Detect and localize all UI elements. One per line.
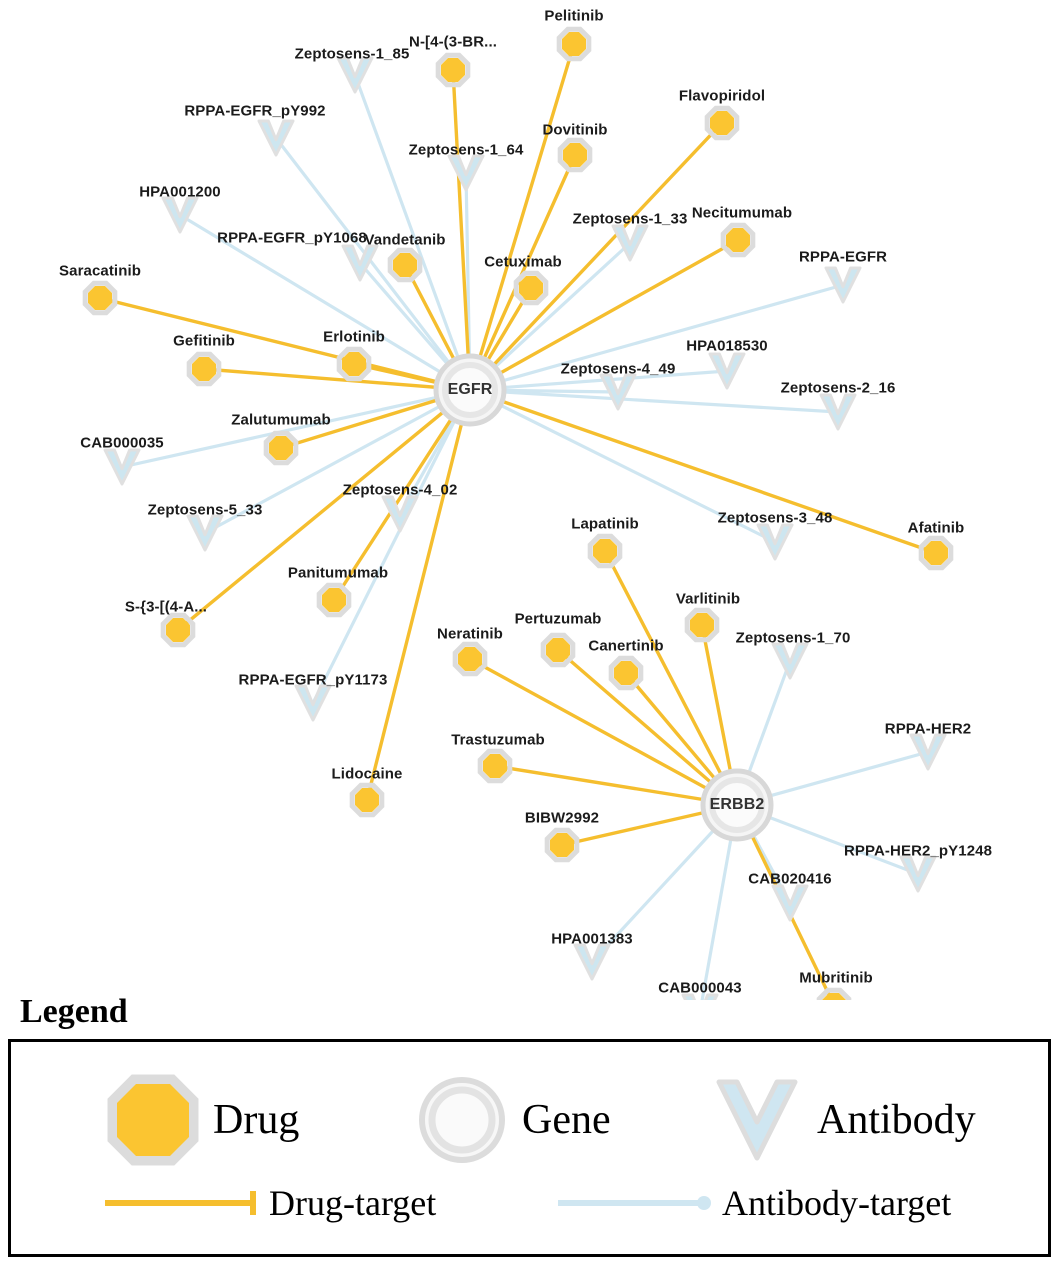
drug-node-label: Varlitinib <box>675 590 741 608</box>
drug-node-label: Panitumumab <box>287 564 389 582</box>
drug-node-label: Erlotinib <box>323 328 385 346</box>
drug-node[interactable] <box>690 613 714 637</box>
legend <box>8 993 1051 1257</box>
antibody-node[interactable] <box>911 735 945 769</box>
antibody-node-label: RPPA-HER2_pY1248 <box>843 842 993 860</box>
antibody-node-label: RPPA-EGFR <box>798 248 888 266</box>
drug-node-label: Afatinib <box>907 519 965 537</box>
drug-node[interactable] <box>458 647 482 671</box>
drug-node-label: Dovitinib <box>542 121 608 139</box>
drug-node[interactable] <box>166 618 190 642</box>
antibody-node-label: HPA001200 <box>139 183 221 201</box>
drug-node-label: S-{3-[(4-A... <box>124 598 208 616</box>
legend-item-antibody-target <box>556 1182 951 1224</box>
legend-label-drug-target: Drug-target <box>269 1183 437 1223</box>
antibody-node-label: Zeptosens-1_85 <box>294 45 410 63</box>
antibody-node-label: HPA001383 <box>551 930 633 948</box>
legend-label-gene: Gene <box>522 1097 611 1143</box>
legend-item-drug-target <box>103 1182 436 1224</box>
antibody-node-label: CAB000043 <box>658 979 742 997</box>
antibody-node[interactable] <box>575 945 609 979</box>
drug-node[interactable] <box>342 352 366 376</box>
antibody-node-label: RPPA-HER2 <box>884 720 972 738</box>
drug-icon <box>107 1074 199 1166</box>
gene-node-label: EGFR <box>447 381 493 398</box>
drug-node-label: Lapatinib <box>571 515 639 533</box>
drug-node[interactable] <box>519 276 543 300</box>
drug-node[interactable] <box>192 357 216 381</box>
antibody-node[interactable] <box>343 246 377 280</box>
drug-node-label: Necitumumab <box>691 204 793 222</box>
antibody-node[interactable] <box>821 395 855 429</box>
drug-node-label: Neratinib <box>437 625 503 643</box>
antibody-node[interactable] <box>188 516 222 550</box>
drug-node[interactable] <box>562 32 586 56</box>
antibody-node-label: Zeptosens-4_49 <box>560 360 676 378</box>
antibody-node[interactable] <box>613 226 647 260</box>
legend-label-antibody-target: Antibody-target <box>722 1183 952 1223</box>
drug-node[interactable] <box>924 541 948 565</box>
antibody-node[interactable] <box>773 644 807 678</box>
drug-node-label: Flavopiridol <box>678 87 766 105</box>
drug-node[interactable] <box>614 661 638 685</box>
antibody-node-label: HPA018530 <box>686 337 768 355</box>
drug-node[interactable] <box>546 638 570 662</box>
drug-node-label: Saracatinib <box>59 262 141 280</box>
antibody-node[interactable] <box>383 497 417 531</box>
antibody-node[interactable] <box>163 198 197 232</box>
drug-node[interactable] <box>563 143 587 167</box>
antibody-node-label: Zeptosens-1_70 <box>735 629 851 647</box>
legend-title: Legend <box>20 993 128 1030</box>
antibody-node[interactable] <box>296 686 330 720</box>
antibody-node[interactable] <box>259 121 293 155</box>
antibody-node[interactable] <box>773 886 807 920</box>
antibody-node-label: RPPA-EGFR_pY992 <box>184 102 326 120</box>
antibody-node-label: Zeptosens-1_33 <box>572 210 688 228</box>
legend-box <box>8 1039 1051 1257</box>
drug-node[interactable] <box>593 539 617 563</box>
drug-node[interactable] <box>269 436 293 460</box>
antibody-node[interactable] <box>449 156 483 190</box>
drug-node[interactable] <box>441 58 465 82</box>
gene-icon <box>416 1074 508 1166</box>
drug-target-edge-icon <box>103 1188 261 1218</box>
drug-node-label: Gefitinib <box>173 332 235 350</box>
antibody-target-edge-icon <box>556 1188 714 1218</box>
drug-node-label: Zalutumumab <box>231 411 331 429</box>
gene-node-label: ERBB2 <box>709 796 765 813</box>
legend-item-antibody <box>711 1074 976 1166</box>
drug-node-label: Pelitinib <box>544 7 604 25</box>
drug-node-label: N-[4-(3-BR... <box>409 33 497 51</box>
drug-node-label: Mubritinib <box>799 969 873 987</box>
antibody-icon <box>711 1074 803 1166</box>
antibody-node-label: Zeptosens-5_33 <box>147 501 263 519</box>
drug-node-label: Cetuximab <box>484 253 562 271</box>
antibody-node-label: CAB020416 <box>748 870 832 888</box>
antibody-node[interactable] <box>826 268 860 302</box>
drug-node-label: Canertinib <box>588 637 664 655</box>
antibody-node-label: Zeptosens-2_16 <box>780 379 896 397</box>
antibody-node[interactable] <box>901 857 935 891</box>
antibody-node-label: Zeptosens-1_64 <box>408 141 524 159</box>
drug-node[interactable] <box>88 286 112 310</box>
legend-item-gene <box>416 1074 611 1166</box>
antibody-node-label: Zeptosens-3_48 <box>717 509 833 527</box>
drug-node[interactable] <box>322 588 346 612</box>
drug-node-label: Trastuzumab <box>451 731 545 749</box>
drug-node[interactable] <box>355 788 379 812</box>
drug-node-label: BIBW2992 <box>524 809 600 827</box>
antibody-node[interactable] <box>710 354 744 388</box>
drug-node-label: Pertuzumab <box>514 610 602 628</box>
legend-label-drug: Drug <box>213 1097 300 1143</box>
antibody-node[interactable] <box>338 58 372 92</box>
drug-node[interactable] <box>726 228 750 252</box>
drug-node-label: Lidocaine <box>331 765 403 783</box>
legend-label-antibody: Antibody <box>817 1097 976 1143</box>
antibody-node-label: Zeptosens-4_02 <box>342 481 458 499</box>
drug-node[interactable] <box>393 253 417 277</box>
antibody-node[interactable] <box>105 450 139 484</box>
drug-node[interactable] <box>483 754 507 778</box>
antibody-node[interactable] <box>758 525 792 559</box>
antibody-node-label: RPPA-EGFR_pY1173 <box>238 671 388 689</box>
antibody-node-label: CAB000035 <box>80 434 164 452</box>
antibody-node-label: RPPA-EGFR_pY1068 <box>217 229 367 247</box>
drug-node-label: Vandetanib <box>364 231 446 249</box>
legend-item-drug <box>107 1074 299 1166</box>
drug-node[interactable] <box>710 111 734 135</box>
drug-node[interactable] <box>550 833 574 857</box>
antibody-node[interactable] <box>601 375 635 409</box>
